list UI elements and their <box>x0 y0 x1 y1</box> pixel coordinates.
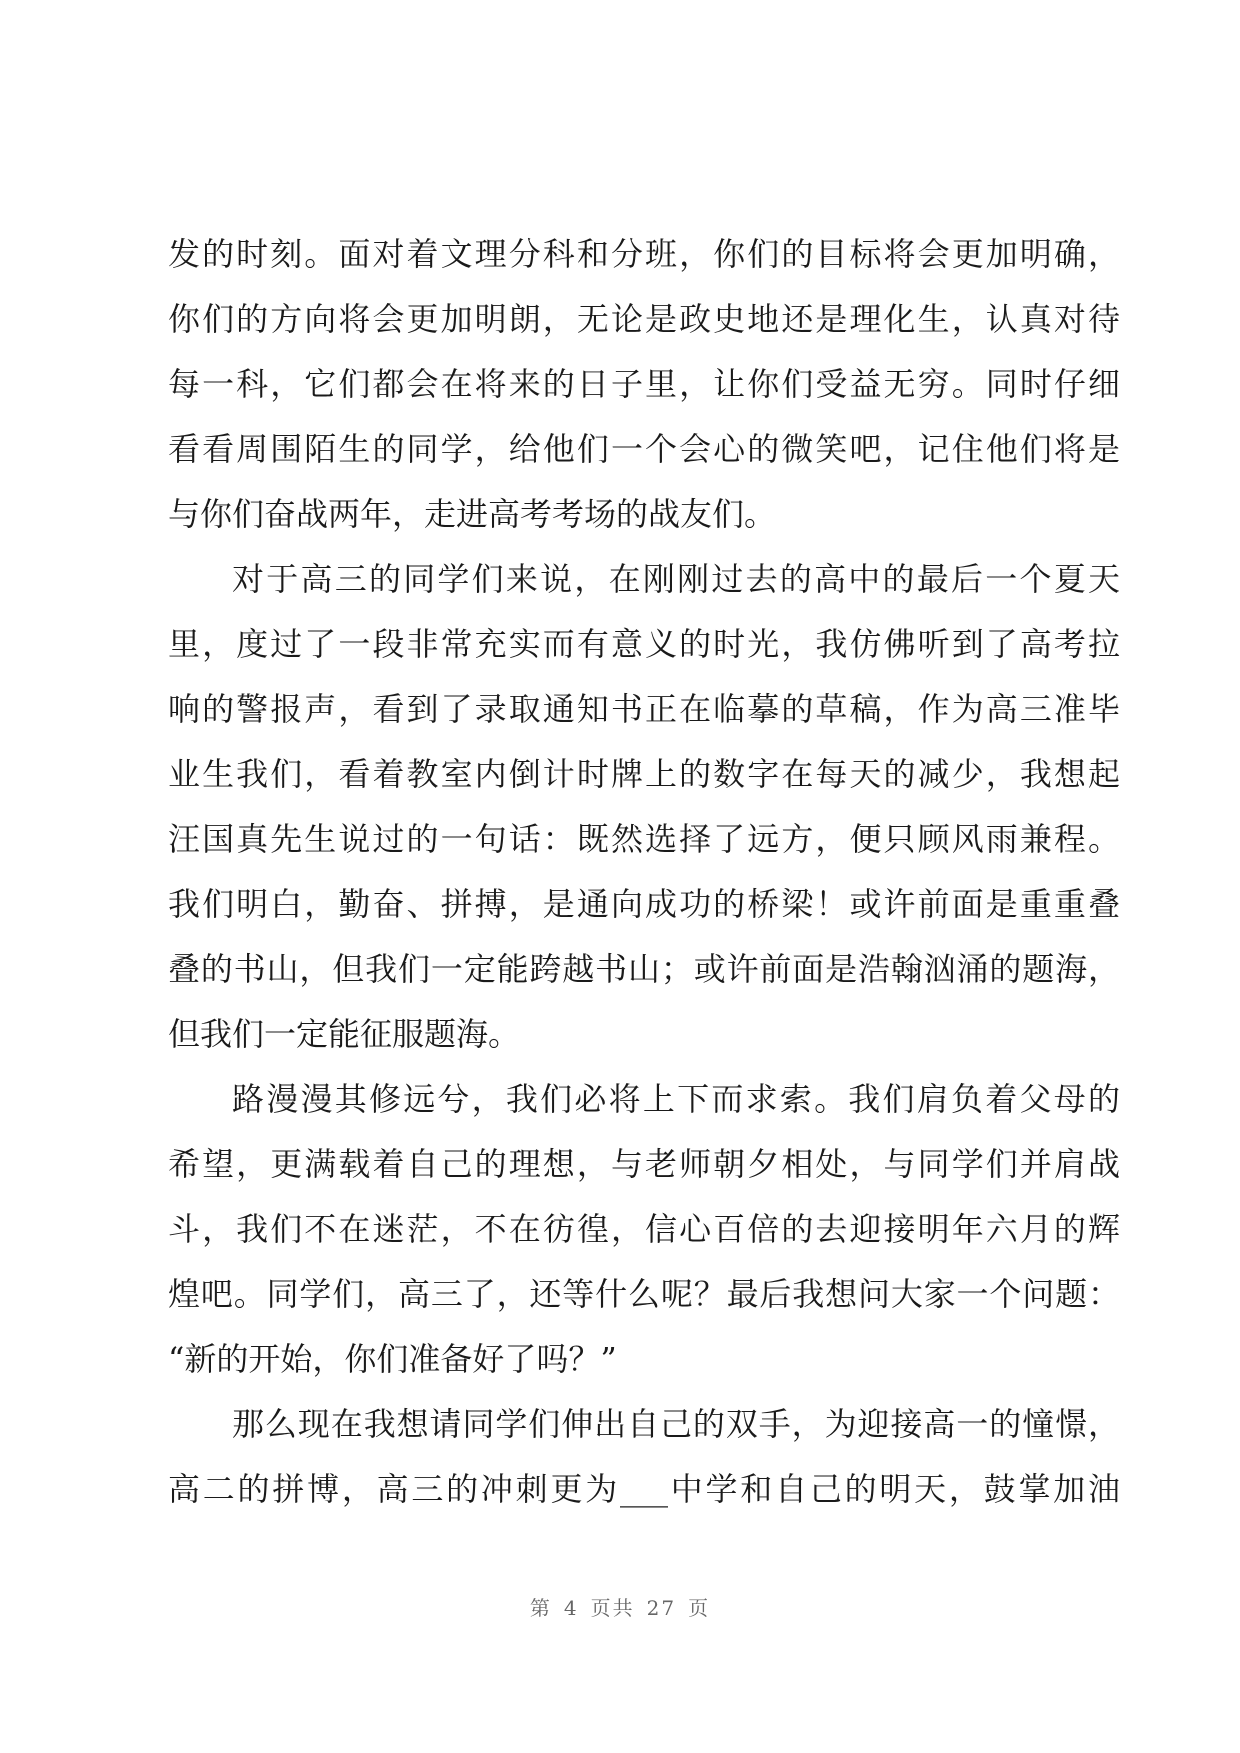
text-line-16: 斗，我们不在迷茫，不在彷徨，信心百倍的去迎接明年六月的辉 <box>168 1210 1120 1248</box>
text-line-14: 路漫漫其修远兮，我们必将上下而求索。我们肩负着父母的 <box>232 1080 1120 1118</box>
text-line-20: 高二的拼博，高三的冲刺更为___中学和自己的明天，鼓掌加油 <box>168 1470 1120 1508</box>
footer-label-di: 第 <box>529 1596 552 1620</box>
body-text <box>168 222 1120 1522</box>
footer-total-pages: 27 <box>646 1596 677 1620</box>
text-line-12: 叠的书山，但我们一定能跨越书山；或许前面是浩翰汹涌的题海， <box>168 950 1120 988</box>
text-line-8: 响的警报声，看到了录取通知书正在临摹的草稿，作为高三准毕 <box>168 690 1120 728</box>
text-line-9: 业生我们，看着教室内倒计时牌上的数字在每天的减少，我想起 <box>168 755 1120 793</box>
text-line-19: 那么现在我想请同学们伸出自己的双手，为迎接高一的憧憬， <box>232 1405 1120 1443</box>
text-line-5: 与你们奋战两年，走进高考考场的战友们。 <box>168 495 777 533</box>
text-line-4: 看看周围陌生的同学，给他们一个会心的微笑吧，记住他们将是 <box>168 430 1120 468</box>
text-line-2: 你们的方向将会更加明朗，无论是政史地还是理化生，认真对待 <box>168 300 1120 338</box>
page-footer <box>0 1592 1240 1621</box>
footer-current-page: 4 <box>563 1596 579 1620</box>
footer-label-ye: 页 <box>688 1596 711 1620</box>
text-line-18: “新的开始，你们准备好了吗？” <box>168 1340 617 1378</box>
text-line-17: 煌吧。同学们，高三了，还等什么呢？最后我想问大家一个问题： <box>168 1275 1120 1313</box>
text-line-11: 我们明白，勤奋、拼搏，是通向成功的桥梁！或许前面是重重叠 <box>168 885 1120 923</box>
text-line-3: 每一科，它们都会在将来的日子里，让你们受益无穷。同时仔细 <box>168 365 1120 403</box>
text-line-7: 里，度过了一段非常充实而有意义的时光，我仿佛听到了高考拉 <box>168 625 1120 663</box>
text-line-15: 希望，更满载着自己的理想，与老师朝夕相处，与同学们并肩战 <box>168 1145 1120 1183</box>
text-line-6: 对于高三的同学们来说，在刚刚过去的高中的最后一个夏天 <box>232 560 1120 598</box>
text-line-13: 但我们一定能征服题海。 <box>168 1015 521 1053</box>
text-line-10: 汪国真先生说过的一句话：既然选择了远方，便只顾风雨兼程。 <box>168 820 1120 858</box>
text-line-1: 发的时刻。面对着文理分科和分班，你们的目标将会更加明确， <box>168 235 1120 273</box>
footer-label-ye-gong: 页共 <box>590 1596 635 1620</box>
